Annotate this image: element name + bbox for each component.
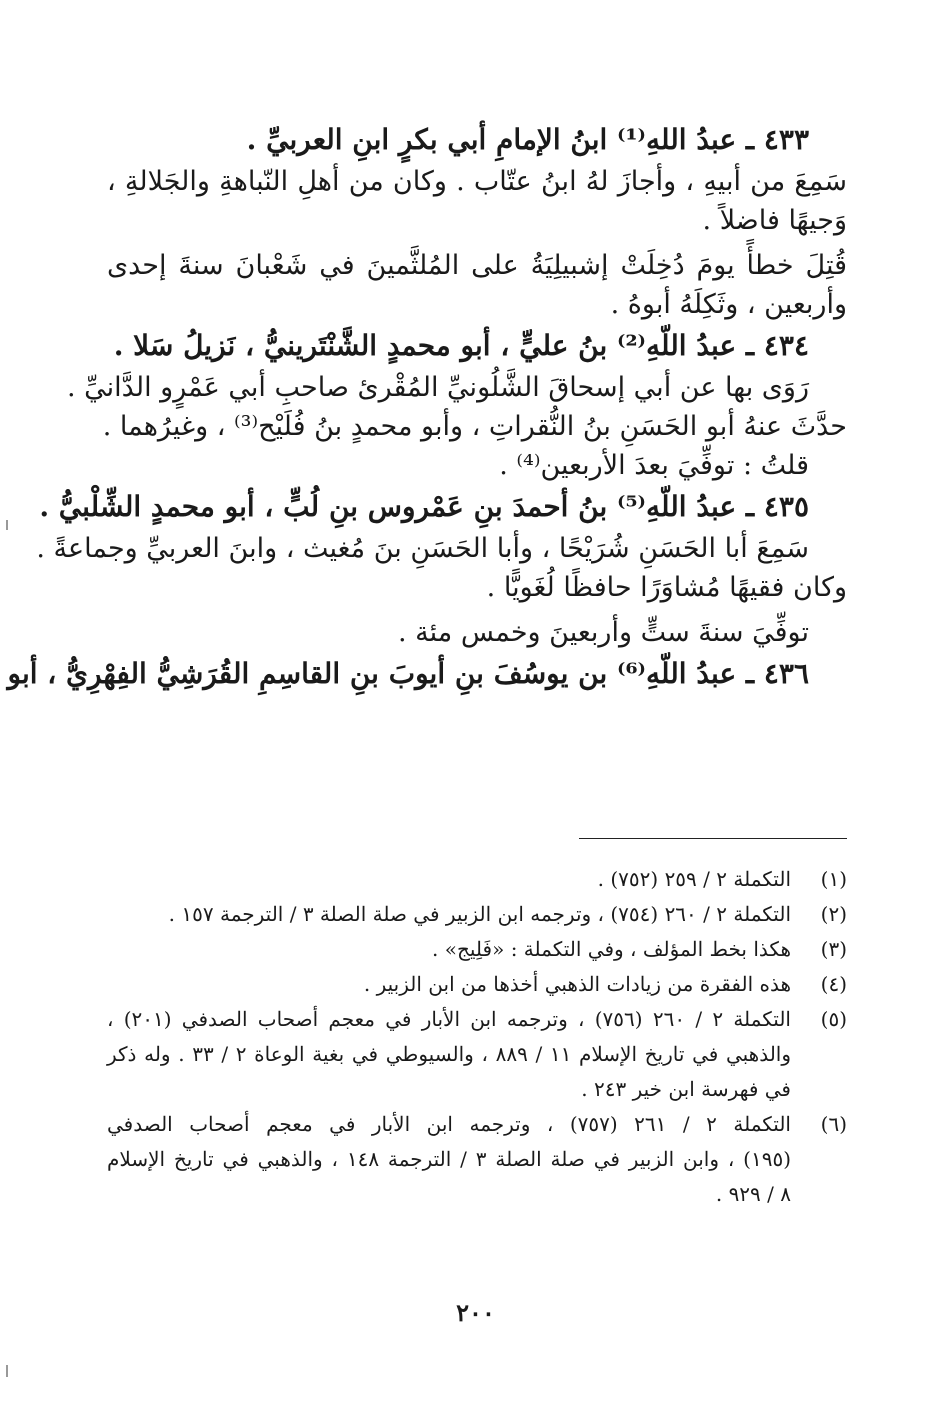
scan-mark: [6, 1365, 8, 1377]
footnote-separator: [579, 838, 847, 839]
entry-434-line-3: قلتُ : توفِّيَ بعدَ الأربعين⁽⁴⁾ .: [499, 450, 809, 481]
footnote-2: [107, 897, 847, 932]
footnote-text: هذه الفقرة من زيادات الذهبي أخذها من ابن الزبير .: [363, 972, 791, 996]
entry-433-line-2: وَجيهًا فاضلاً .: [702, 205, 847, 236]
footnote-number: (١): [820, 867, 847, 891]
entry-434-line-1: رَوَى بها عن أبي إسحاقَ الشَّلُونيِّ المُقْرئ صاحبِ أبي عَمْرٍو الدَّانيِّ .: [67, 372, 809, 403]
footnote-5: [107, 1002, 847, 1107]
footnote-number: (٤): [820, 972, 847, 996]
footnote-3: [107, 932, 847, 967]
footnote-text: والذهبي في تاريخ الإسلام ١١ / ٨٨٩ ، والسيوطي في بغية الوعاة ٢ / ٣٣ . وله ذكر: [107, 1042, 792, 1066]
entry-435-line-3: توفِّيَ سنةَ ستٍّ وأربعينَ وخمس مئة .: [398, 617, 809, 648]
footnote-text: في فهرسة ابن خير ٢٤٣ .: [581, 1077, 791, 1101]
scan-mark: [6, 520, 8, 530]
footnote-text: التكملة ٢ / ٢٦٠ (٧٥٤) ، وترجمه ابن الزبير في صلة الصلة ٣ / الترجمة ١٥٧ .: [168, 902, 791, 926]
entry-433-heading: ٤٣٣ ـ عبدُ اللهِ⁽¹⁾ ابنُ الإمامِ أبي بكرٍ ابنِ العربيِّ .: [246, 123, 809, 156]
footnote-number: (٥): [820, 1007, 847, 1031]
entry-433-line-4: وأربعين ، وثَكِلَهُ أبوهُ .: [610, 289, 847, 320]
entry-434-line-2: حدَّثَ عنهُ أبو الحَسَنِ بنُ النُّقراتِ ، وأبو محمدٍ بنُ فُلَيْح⁽³⁾ ، وغيرُهما .: [102, 411, 847, 442]
footnote-number: (٢): [820, 902, 847, 926]
footnote-number: (٣): [820, 937, 847, 961]
footnote-text: التكملة ٢ / ٢٦١ (٧٥٧) ، وترجمه ابن الأبار في معجم أصحاب الصدفي: [107, 1112, 791, 1136]
entry-435-line-1: سَمِعَ أبا الحَسَنِ شُرَيْحًا ، وأبا الحَسَنِ بنَ مُغيث ، وابنَ العربيِّ وجماعةً .: [36, 533, 809, 564]
entry-433-line-1: سَمِعَ من أبيهِ ، وأجازَ لهُ ابنُ عتّاب . وكان من أهلِ النّباهةِ والجَلالةِ ،: [107, 166, 847, 197]
footnote-6: [107, 1107, 847, 1212]
main-text: [7, 118, 847, 696]
entry-435-line-2: وكان فقيهًا مُشاوَرًا حافظًا لُغَويًّا .: [486, 572, 847, 603]
footnotes: [107, 862, 847, 1212]
page-number: ٢٠٠: [456, 1298, 495, 1327]
footnote-text: هكذا بخط المؤلف ، وفي التكملة : «فَلِيج» .: [432, 937, 791, 961]
footnote-text: (١٩٥) ، وابن الزبير في صلة الصلة ٣ / الترجمة ١٤٨ ، والذهبي في تاريخ الإسلام: [107, 1147, 791, 1171]
footnote-text: التكملة ٢ / ٢٥٩ (٧٥٢) .: [597, 867, 791, 891]
entry-436-heading: ٤٣٦ ـ عبدُ اللّهِ⁽⁶⁾ بن يوسُفَ بنِ أيوبَ بنِ القاسِمِ القُرَشِيُّ الفِهْرِيُّ ، أبو: [7, 657, 809, 690]
footnote-text: ٨ / ٩٢٩ .: [715, 1182, 791, 1206]
footnote-1: [107, 862, 847, 897]
footnote-number: (٦): [820, 1112, 847, 1136]
entry-434-heading: ٤٣٤ ـ عبدُ اللّهِ⁽²⁾ بنُ عليٍّ ، أبو محمدٍ الشَّنْتَرينيُّ ، نَزيلُ سَلا .: [113, 329, 809, 362]
footnote-4: [107, 967, 847, 1002]
entry-435-heading: ٤٣٥ ـ عبدُ اللّهِ⁽⁵⁾ بنُ أحمدَ بنِ عَمْروس بنِ لُبٍّ ، أبو محمدٍ الشِّلْبيُّ .: [39, 490, 809, 523]
entry-433-line-3: قُتِلَ خطأً يومَ دُخِلَتْ إشبيلِيَةُ على المُلثَّمينَ في شَعْبانَ سنةَ إحدى: [107, 250, 847, 281]
footnote-text: التكملة ٢ / ٢٦٠ (٧٥٦) ، وترجمه ابن الأبار في معجم أصحاب الصدفي (٢٠١) ،: [107, 1007, 791, 1031]
